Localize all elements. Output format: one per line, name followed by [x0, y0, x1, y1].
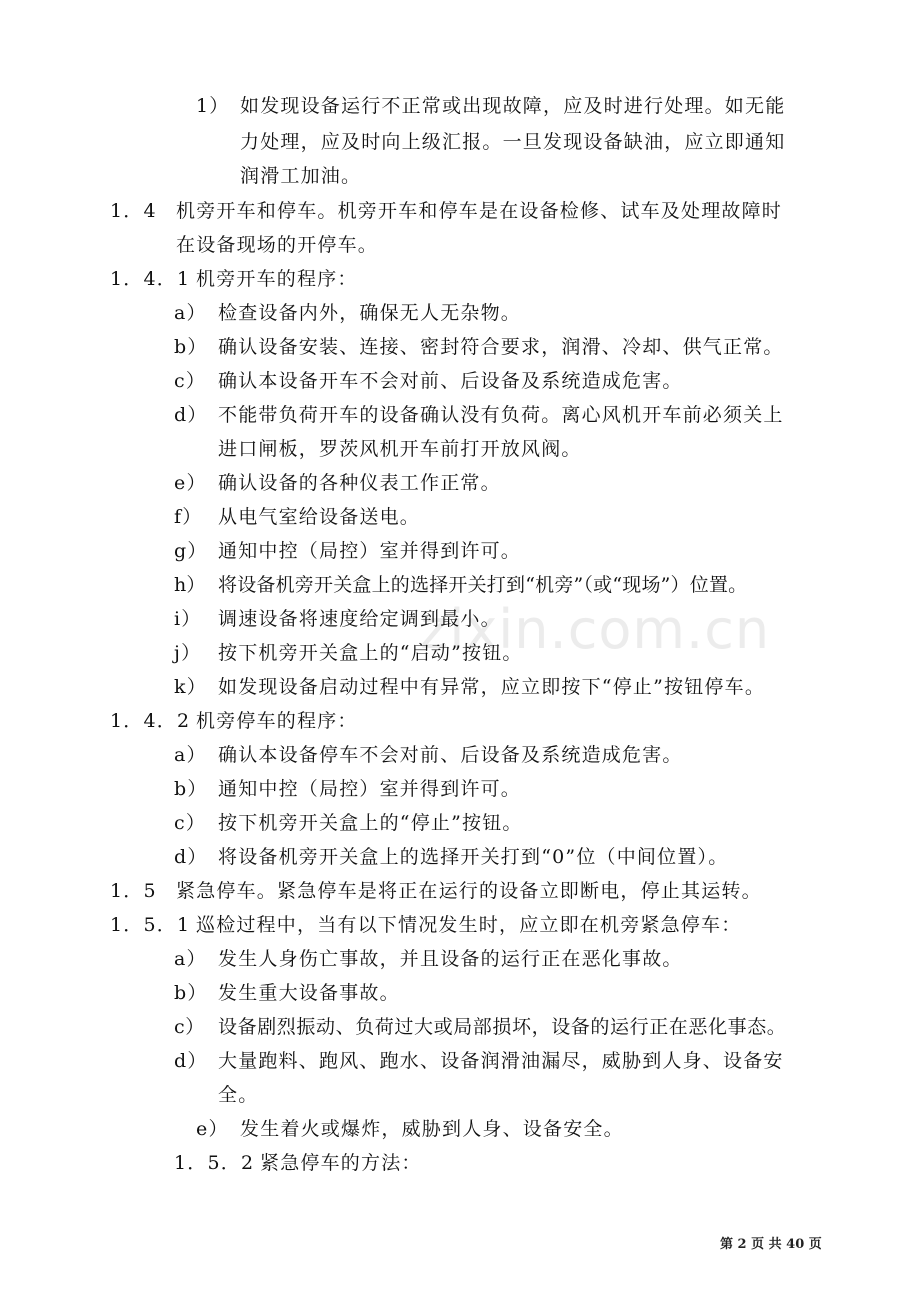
section-number: 1．4．1	[110, 268, 191, 290]
item-text: 进口闸板，罗茨风机开车前打开放风阀。	[218, 438, 582, 460]
item-text: 确认设备的各种仪表工作正常。	[218, 472, 501, 494]
item-text: 全。	[218, 1084, 259, 1106]
section-text: 紧急停车的方法：	[260, 1152, 422, 1174]
continuation-line	[240, 129, 785, 155]
item-text: 通知中控（局控）室并得到许可。	[218, 778, 522, 800]
item-text: 按下机旁开关盒上的“停止”按钮。	[218, 812, 523, 834]
item-marker: b）	[174, 778, 208, 800]
list-item	[174, 504, 420, 530]
section-text: 巡检过程中，当有以下情况发生时，应立即在机旁紧急停车：	[196, 914, 742, 936]
page-number-footer: 第 2 页 共 40 页	[720, 1237, 822, 1252]
item-marker: d）	[174, 846, 208, 868]
list-item	[174, 742, 683, 768]
section-heading	[110, 266, 358, 292]
section-text: 机旁开车的程序：	[196, 268, 358, 290]
item-text: 设备剧烈振动、负荷过大或局部损坏，设备的运行正在恶化事态。	[218, 1016, 787, 1038]
item-marker: e）	[196, 1118, 229, 1140]
item-text: 确认本设备开车不会对前、后设备及系统造成危害。	[218, 370, 683, 392]
list-item	[174, 640, 523, 666]
item-marker: a）	[174, 302, 207, 324]
item-text: 大量跑料、跑风、跑水、设备润滑油漏尽，威胁到人身、设备安	[218, 1050, 784, 1072]
list-item	[174, 606, 501, 632]
item-marker: 1）	[196, 95, 230, 117]
continuation-line	[218, 436, 582, 462]
item-marker: c）	[174, 370, 207, 392]
item-marker: f）	[174, 506, 203, 528]
list-item	[174, 810, 523, 836]
section-heading	[110, 708, 358, 734]
item-text: 确认设备安装、连接、密封符合要求，润滑、冷却、供气正常。	[218, 336, 784, 358]
section-number: 1．4．2	[110, 710, 191, 732]
item-text: 检查设备内外，确保无人无杂物。	[218, 302, 522, 324]
item-marker: c）	[174, 1016, 205, 1038]
list-item	[174, 1014, 786, 1040]
item-text: 按下机旁开关盒上的“启动”按钮。	[218, 642, 523, 664]
list-item	[174, 470, 501, 496]
item-text: 从电气室给设备送电。	[218, 506, 421, 528]
item-text: 通知中控（局控）室并得到许可。	[218, 540, 522, 562]
list-item	[196, 93, 785, 119]
item-text: 确认本设备停车不会对前、后设备及系统造成危害。	[218, 744, 683, 766]
item-text: 如发现设备启动过程中有异常，应立即按下“停止”按钮停车。	[218, 676, 766, 698]
section-number: 1．5．2	[174, 1152, 255, 1174]
item-marker: b）	[174, 982, 208, 1004]
item-text: 不能带负荷开车的设备确认没有负荷。离心风机开车前必须关上	[218, 404, 784, 426]
item-text: 将设备机旁开关盒上的选择开关打到“0”位（中间位置）。	[218, 846, 729, 868]
list-item	[174, 334, 784, 360]
list-item	[174, 844, 728, 870]
item-marker: b）	[174, 336, 208, 358]
list-item	[174, 572, 747, 598]
item-marker: g）	[174, 540, 208, 562]
item-text: 发生重大设备事故。	[218, 982, 400, 1004]
list-item	[196, 1116, 624, 1142]
item-text: 调速设备将速度给定调到最小。	[218, 608, 501, 630]
item-marker: h）	[174, 574, 206, 596]
list-item	[174, 980, 400, 1006]
section-heading	[110, 878, 762, 904]
item-marker: e）	[174, 472, 207, 494]
list-item	[174, 776, 521, 802]
item-marker: c）	[174, 812, 207, 834]
section-number: 1．5	[110, 880, 157, 902]
item-text: 将设备机旁开关盒上的选择开关打到“机旁”（或“现场”）位置。	[218, 574, 748, 596]
list-item	[174, 300, 521, 326]
section-text: 紧急停车。紧急停车是将正在运行的设备立即断电，停止其运转。	[176, 880, 762, 902]
item-text: 润滑工加油。	[240, 165, 362, 187]
item-text: 发生着火或爆炸，威胁到人身、设备安全。	[240, 1118, 624, 1140]
item-text: 发生人身伤亡事故，并且设备的运行正在恶化事故。	[218, 948, 683, 970]
section-number: 1．4	[110, 200, 157, 222]
watermark: zixin.com.cn	[420, 598, 771, 661]
section-heading	[174, 1150, 422, 1176]
continuation-line	[240, 163, 361, 189]
list-item	[174, 368, 683, 394]
continuation-line	[218, 1082, 258, 1108]
item-marker: j）	[174, 642, 202, 664]
item-marker: d）	[174, 404, 208, 426]
section-heading	[110, 912, 741, 938]
item-marker: a）	[174, 948, 207, 970]
section-number: 1．5．1	[110, 914, 191, 936]
section-text: 机旁开车和停车。机旁开车和停车是在设备检修、试车及处理故障时	[176, 200, 783, 222]
list-item	[174, 1048, 784, 1074]
item-marker: k）	[174, 676, 207, 698]
list-item	[174, 538, 521, 564]
item-text: 如发现设备运行不正常或出现故障，应及时进行处理。如无能	[240, 95, 786, 117]
item-marker: d）	[174, 1050, 208, 1072]
item-text: 力处理，应及时向上级汇报。一旦发现设备缺油，应立即通知	[240, 131, 786, 153]
item-text: 在设备现场的开停车。	[176, 234, 379, 256]
section-text: 机旁停车的程序：	[196, 710, 358, 732]
item-marker: a）	[174, 744, 207, 766]
section-heading	[110, 198, 782, 224]
item-marker: i）	[174, 608, 202, 630]
list-item	[174, 402, 784, 428]
list-item	[174, 946, 683, 972]
continuation-line	[176, 232, 378, 258]
list-item	[174, 674, 765, 700]
